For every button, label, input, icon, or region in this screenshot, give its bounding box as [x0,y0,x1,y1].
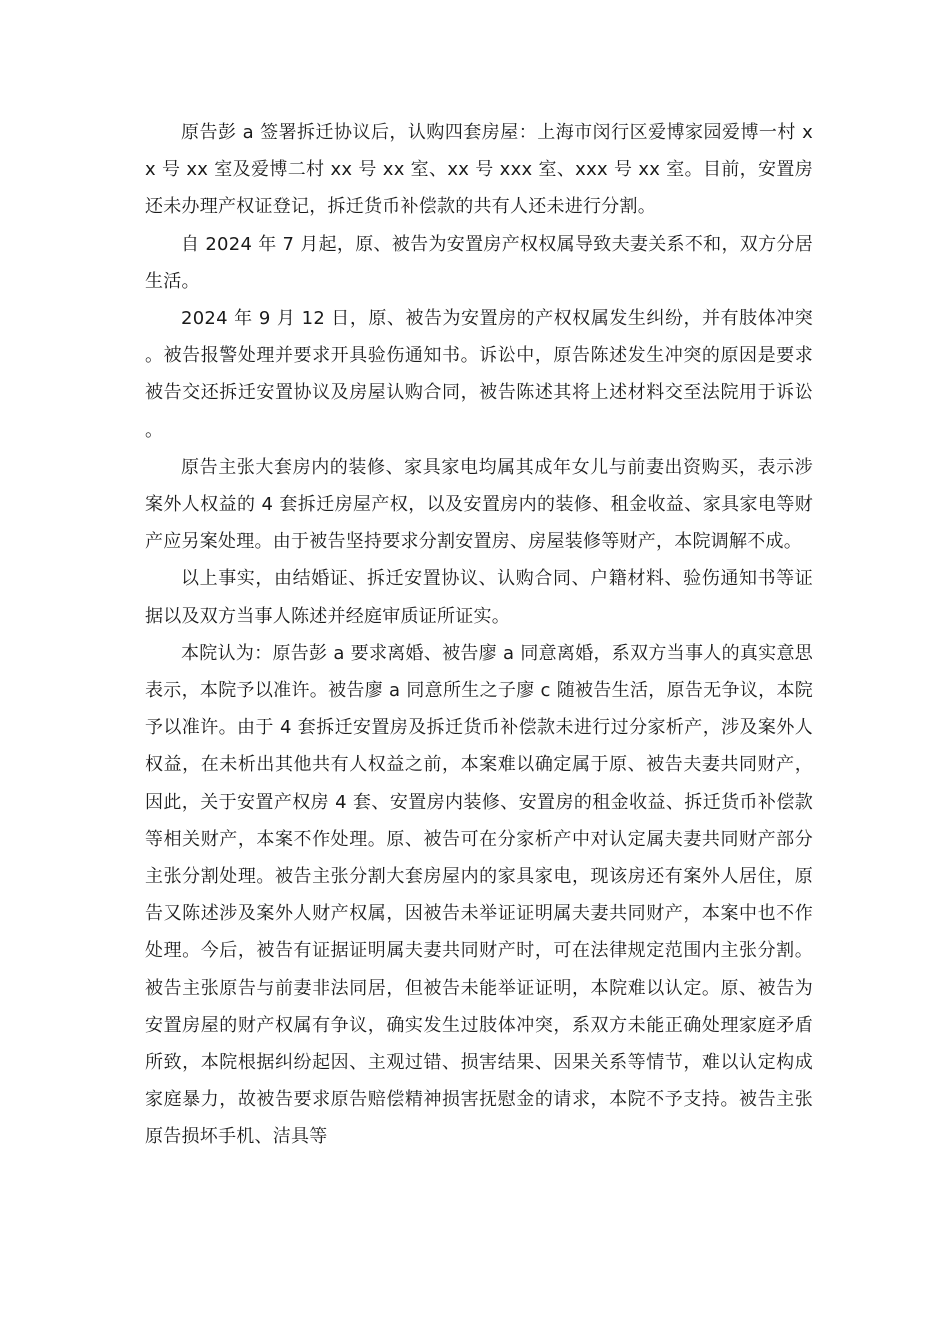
paragraph-resettlement-houses: 原告彭 a 签署拆迁协议后，认购四套房屋：上海市闵行区爱博家园爱博一村 xx 号 xx 室及爱博二村 xx 号 xx 室、xx 号 xxx 室、xxx 号 xx 室。目前，安置房还未办理产权证登记，拆迁货币补偿款的共有人还未进行分割。 [145,122,813,218]
paragraph-dispute: 2024 年 9 月 12 日，原、被告为安置房的产权权属发生纠纷，并有肢体冲突。被告报警处理并要求开具验伤通知书。诉讼中，原告陈述发生冲突的原因是要求被告交还拆迁安置协议及房屋认购合同，被告陈述其将上述材料交至法院用于诉讼。 [145,308,813,441]
paragraph-evidence: 以上事实，由结婚证、拆迁安置协议、认购合同、户籍材料、验伤通知书等证据以及双方当事人陈述并经庭审质证所证实。 [145,568,813,627]
paragraph-separation: 自 2024 年 7 月起，原、被告为安置房产权权属导致夫妻关系不和，双方分居生活。 [145,233,813,292]
document-page [145,114,813,1156]
paragraph-court-opinion: 本院认为：原告彭 a 要求离婚、被告廖 a 同意离婚，系双方当事人的真实意思表示，本院予以准许。被告廖 a 同意所生之子廖 c 随被告生活，原告无争议，本院予以准许。由于 4 套拆迁安置房及拆迁货币补偿款未进行过分家析产，涉及案外人权益，在未析出其他共有人权益之前，本案难以确定属于原、被告夫妻共同财产，因此，关于安置产权房 4 套、安置房内装修、安置房的租金收益、拆迁货币补偿款等相关财产，本案不作处理。原、被告可在分家析产中对认定属夫妻共同财产部分主张分割处理。被告主张分割大套房屋内的家具家电，现该房还有案外人居住，原告又陈述涉及案外人财产权属，因被告未举证证明属夫妻共同财产，本案中也不作处理。今后，被告有证据证明属夫妻共同财产时，可在法律规定范围内主张分割。被告主张原告与前妻非法同居，但被告未能举证证明，本院难以认定。原、被告为安置房屋的财产权属有争议，确实发生过肢体冲突，系双方未能正确处理家庭矛盾所致，本院根据纠纷起因、主观过错、损害结果、因果关系等情节，难以认定构成家庭暴力，故被告要求原告赔偿精神损害抚慰金的请求，本院不予支持。被告主张原告损坏手机、洁具等 [145,642,813,1148]
paragraph-plaintiff-claim: 原告主张大套房内的装修、家具家电均属其成年女儿与前妻出资购买，表示涉案外人权益的 4 套拆迁房屋产权，以及安置房内的装修、租金收益、家具家电等财产应另案处理。由于被告坚持要求分割安置房、房屋装修等财产，本院调解不成。 [145,456,813,553]
